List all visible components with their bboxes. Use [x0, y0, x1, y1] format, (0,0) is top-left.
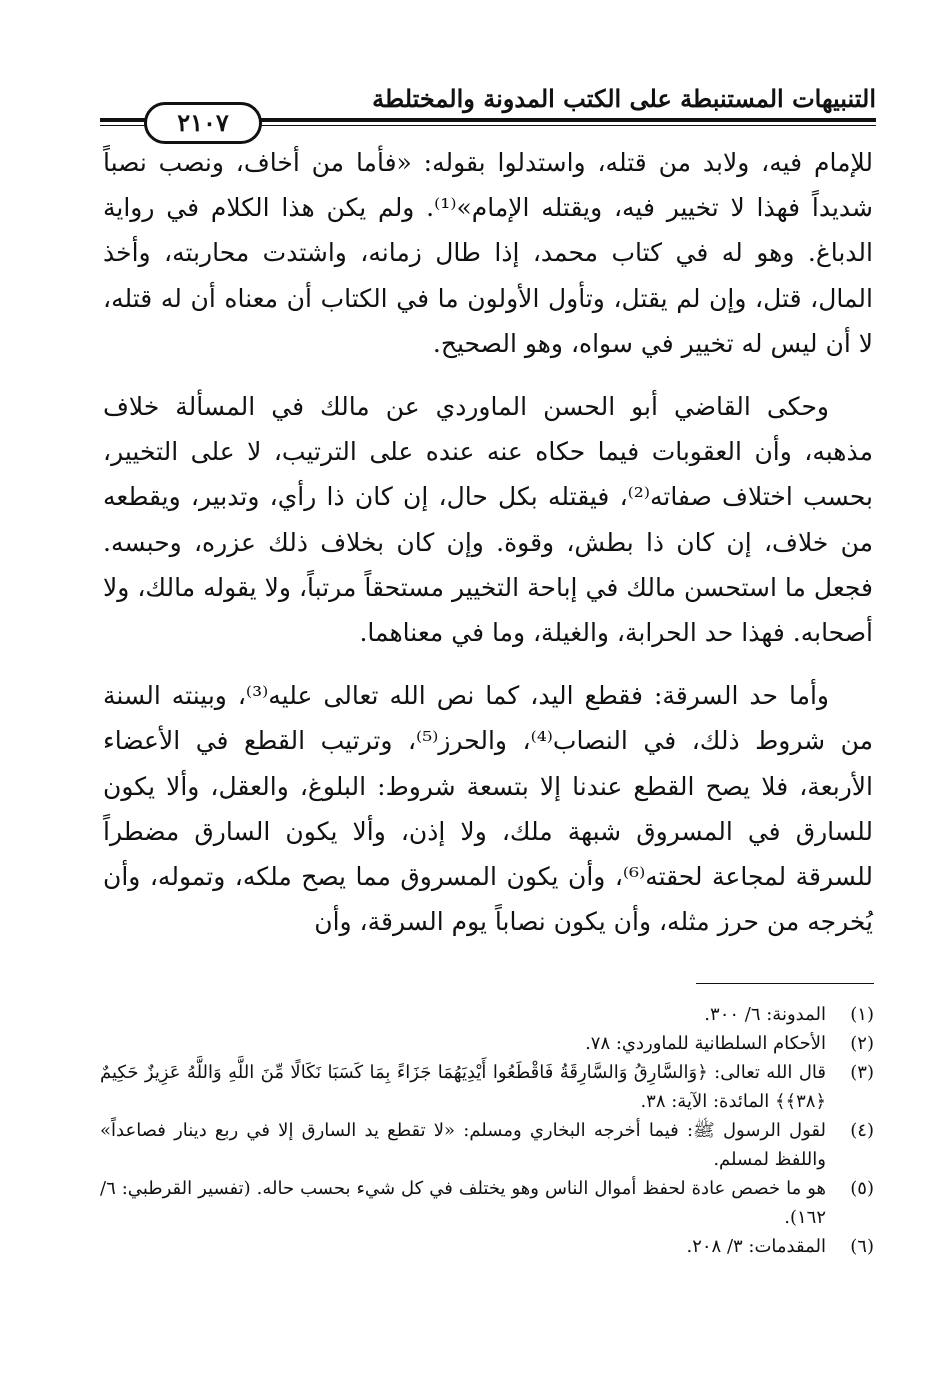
- footnote-4: [100, 1116, 874, 1174]
- footnote-number: (٦): [850, 1236, 874, 1257]
- footnote-number: (١): [850, 1004, 874, 1025]
- paragraph-2: وحكى القاضي أبو الحسن الماوردي عن مالك في المسألة خلاف مذهبه، وأن العقوبات فيما حكاه عنه عنده على الترتيب، لا على التخيير، بحسب اختلاف صفاته⁽²⁾، فيقتله بكل حال، إن كان ذا رأي، وتدبير، ويقطعه من خلاف، إن كان ذا بطش، وقوة. وإن كان بخلاف ذلك عزره، وحبسه. فجعل ما استحسن مالك في إباحة التخيير مستحقاً مرتباً، ولا يقوله مالك، ولا أصحابه. فهذا حد الحرابة، والغيلة، وما في معناهما.: [103, 392, 873, 648]
- running-title: التنبيهات المستنبطة على الكتب المدونة والمختلطة: [372, 84, 876, 113]
- footnote-text: المدونة: ٦/ ٣٠٠.: [704, 1004, 826, 1025]
- footnote-text: المقدمات: ٣/ ٢٠٨.: [686, 1236, 826, 1257]
- footnote-1: [100, 1000, 874, 1029]
- footnote-number: (٢): [850, 1033, 874, 1054]
- footnote-text: لقول الرسول ﷺ: فيما أخرجه البخاري ومسلم: «لا تقطع يد السارق إلا في ربع دينار فصاعداً» واللفظ لمسلم.: [100, 1120, 826, 1170]
- paragraph-1: للإمام فيه، ولابد من قتله، واستدلوا بقوله: «فأما من أخاف، ونصب نصباً شديداً فهذا لا تخيير فيه، ويقتله الإمام»⁽¹⁾. ولم يكن هذا الكلام في رواية الدباغ. وهو له في كتاب محمد، إذا طال زمانه، واشتدت محاربته، وأخذ المال، قتل، وإن لم يقتل، وتأول الأولون ما في الكتاب أن معناه أن له قتله، لا أن ليس له تخيير في سواه، وهو الصحيح.: [103, 148, 873, 358]
- footnote-separator: [696, 983, 874, 984]
- footnote-number: (٣): [850, 1062, 874, 1083]
- footnote-number: (٥): [850, 1178, 874, 1199]
- page-header: [100, 68, 876, 137]
- main-text: [103, 140, 873, 944]
- footnote-number: (٤): [850, 1120, 874, 1141]
- footnote-2: [100, 1029, 874, 1058]
- footnote-text: قال الله تعالى: ﴿وَالسَّارِقُ وَالسَّارِقَةُ فَاقْطَعُوا أَيْدِيَهُمَا جَزَاءً بِمَا كَسَبَا نَكَالًا مِّنَ اللَّهِ وَاللَّهُ عَزِيزٌ حَكِيمٌ ﴿٣٨﴾﴾ المائدة: الآية: ٣٨.: [100, 1062, 826, 1112]
- footnote-text: الأحكام السلطانية للماوردي: ٧٨.: [585, 1033, 826, 1054]
- footnotes: [100, 1000, 874, 1261]
- footnote-6: [100, 1232, 874, 1261]
- paragraph-3: وأما حد السرقة: فقطع اليد، كما نص الله تعالى عليه⁽³⁾، وبينته السنة من شروط ذلك، في النصاب⁽⁴⁾، والحرز⁽⁵⁾، وترتيب القطع في الأعضاء الأربعة، فلا يصح القطع عندنا إلا بتسعة شروط: البلوغ، والعقل، وألا يكون للسارق في المسروق شبهة ملك، ولا إذن، وألا يكون السارق مضطراً للسرقة لمجاعة لحقته⁽⁶⁾، وأن يكون المسروق مما يصح ملكه، وتموله، وأن يُخرجه من حرز مثله، وأن يكون نصاباً يوم السرقة، وأن: [103, 681, 874, 937]
- footnote-5: [100, 1174, 874, 1232]
- page-number: ٢١٠٧: [144, 102, 262, 144]
- footnote-3: [100, 1058, 874, 1116]
- footnote-text: هو ما خصص عادة لحفظ أموال الناس وهو يختلف في كل شيء بحسب حاله. (تفسير القرطبي: ٦/ ١٦٢).: [100, 1178, 826, 1228]
